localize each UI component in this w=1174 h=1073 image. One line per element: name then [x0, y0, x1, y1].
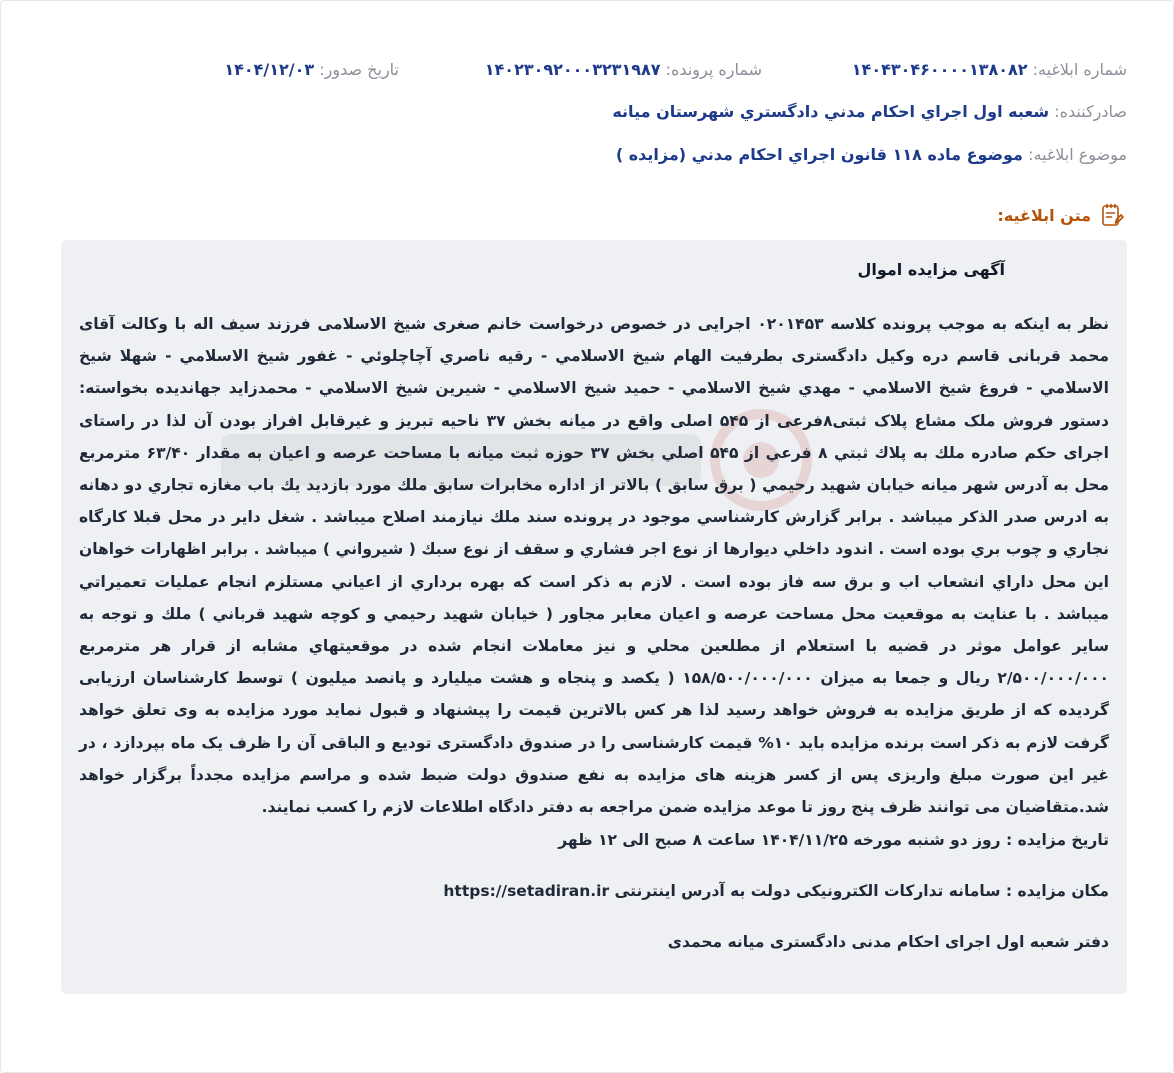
issuer-value: شعبه اول اجراي احكام مدني دادگستري شهرستان ميانه	[612, 102, 1050, 121]
case-number-value: ۱۴۰۲۳۰۹۲۰۰۰۳۲۳۱۹۸۷	[484, 60, 661, 79]
auction-url-link[interactable]: https://setadiran.ir	[443, 882, 610, 900]
auction-date: تاریخ مزایده : روز دو شنبه مورخه ۱۴۰۴/۱۱/۲۵ ساعت ۸ صبح الی ۱۲ ظهر	[558, 831, 1109, 849]
subject-label: موضوع ابلاغیه:	[1028, 145, 1127, 164]
auction-place	[79, 876, 1109, 906]
issue-date	[224, 57, 399, 83]
issue-date-label: تاریخ صدور:	[319, 60, 399, 79]
case-number	[485, 57, 762, 83]
section-title-text: متن ابلاغیه:	[997, 205, 1091, 225]
notice-number-value: ۱۴۰۴۳۰۴۶۰۰۰۰۱۳۸۰۸۲	[851, 60, 1028, 79]
case-number-label: شماره پرونده:	[665, 60, 762, 79]
signature: دفتر شعبه اول اجرای احکام مدنی دادگستری میانه محمدی	[667, 933, 1109, 951]
notice-body	[61, 240, 1127, 994]
subject	[61, 141, 1127, 169]
meta-row	[61, 57, 1127, 83]
issuer	[61, 98, 1127, 126]
notice-heading: آگهی مزایده اموال	[857, 260, 1005, 279]
issue-date-value: ۱۴۰۴/۱۲/۰۳	[224, 60, 315, 79]
subject-value: موضوع ماده ۱۱۸ قانون اجراي احكام مدني (مزايده )	[615, 145, 1023, 164]
notice-number	[852, 57, 1127, 83]
notice-number-label: شماره ابلاغیه:	[1032, 60, 1127, 79]
auction-place-text: مکان مزایده : سامانه تدارکات الکترونیکی دولت به آدرس اینترنتی	[614, 882, 1109, 900]
notice-paragraph: نظر به اینکه به موجب پرونده کلاسه ۰۲۰۱۴۵۳ اجرایی در خصوص درخواست خانم صغری شیخ الاسلامی فرزند سیف اله با وکالت آقای محمد قربانی قاسم دره وکیل دادگستری بطرفیت الهام شيخ الاسلامي - رقيه ناصري آچاچلوئي - غفور شيخ الاسلامي - شهلا شيخ الاسلامي - فروغ شيخ الاسلامي - مهدي شيخ الاسلامي - حميد شيخ الاسلامي - شيرين شيخ الاسلامي - محمدزايد جهانديده بخواسته: دستور فروش ملک مشاع پلاک ثبتی۸فرعی از ۵۴۵ اصلی واقع در میانه بخش ۳۷ ناحیه تبریز و غيرقابل افراز بودن آن لذا در راستای اجرای حکم صادره ملك به پلاك ثبتي ۸ فرعي از ۵۴۵ اصلي بخش ۳۷ حوزه ثبت ميانه با مساحت عرصه و اعيان به مقدار ۶۳/۴۰ مترمربع محل به آدرس شهر ميانه خيابان شهيد رحيمي ( برق سابق ) بالاتر از اداره مخابرات سابق ملك مورد بازديد يك باب مغازه تجاري دو دهانه به ادرس صدر الذكر ميباشد . برابر گزارش كارشناسي موجود در پرونده سند ملك نيازمند اصلاح ميباشد . شغل داير در محل قبلا كارگاه نجاري و چوب بري بوده است . اندود داخلي ديوارها از نوع اجر فشاري و سقف از نوع سبك ( شيرواني ) ميباشد . برابر اظهارات خواهان اين محل داراي انشعاب اب و برق سه فاز بوده است . لازم به ذكر است كه بهره برداري از اعياني مستلزم انجام عمليات تعميراتي ميباشد . با عنايت به موقعيت محل مساحت عرصه و اعيان معابر مجاور ( خيابان شهيد رحيمي و كوچه شهيد قرباني ) ملك و توجه به ساير عوامل موثر در قضيه با استعلام از مطلعين محلي و نيز معاملات انجام شده در موقعيتهاي مشابه از قرار هر مترمربع ۲/۵۰۰/۰۰۰/۰۰۰ ريال و جمعا به ميزان ۱۵۸/۵۰۰/۰۰۰/۰۰۰ ( يكصد و پنجاه و هشت ميليارد و پانصد ميليون ) توسط کارشناسان ارزیابی گردیده که از طریق مزایده به فروش خواهد رسید لذا هر کس بالاترین قیمت را پیشنهاد و قبول نماید مورد مزایده به وی تعلق خواهد گرفت لازم به ذکر است برنده مزایده باید ۱۰% قیمت کارشناسی را در صندوق دادگستری تودیع و الباقی آن را ظرف یک ماه بپردازد ، در غیر این صورت مبلغ واریزی پس از کسر هزینه های مزایده به نفع صندوق دولت ضبط شده و مراسم مزایده مجدداً برگزار خواهد شد.متقاضیان می توانند ظرف پنج روز تا موعد مزایده ضمن مراجعه به دفتر دادگاه اطلاعات لازم را کسب نمایند.	[79, 315, 1110, 817]
section-title	[997, 201, 1125, 229]
document-edit-icon	[1099, 202, 1125, 228]
issuer-label: صادرکننده:	[1054, 102, 1127, 121]
